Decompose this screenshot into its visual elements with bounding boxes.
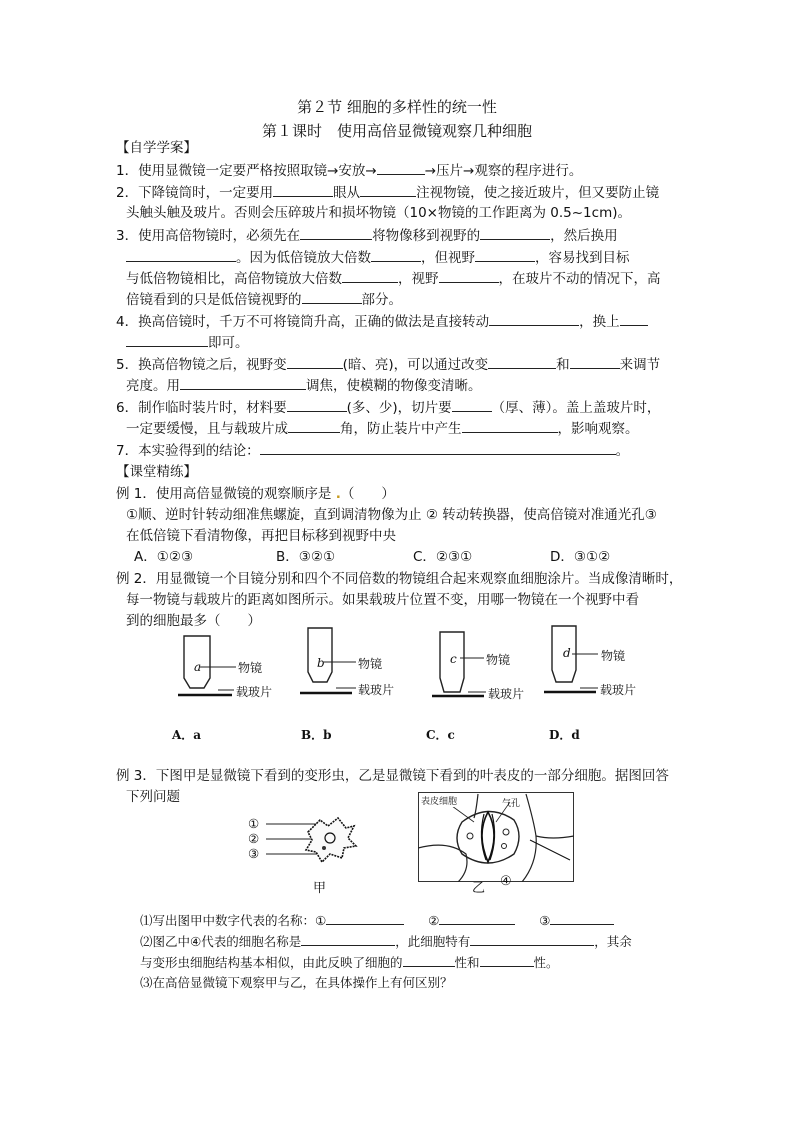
ex3-p1-blank-3[interactable] [550, 910, 614, 925]
ex2-option-d[interactable]: D．d [549, 728, 580, 742]
classroom-heading: 【课堂精练】 [116, 464, 197, 480]
q6-blank-2[interactable] [452, 397, 492, 412]
q1-text-a: 1．使用显微镜一定要严格按照取镜→安放→ [116, 163, 377, 179]
q1-text-b: →压片→观察的程序进行。 [424, 163, 583, 179]
q2-text-c: 注视物镜，使之接近玻片，但又要防止镜 [416, 185, 660, 201]
slide-a-label: 载玻片 [236, 685, 273, 699]
objective-lens-figures [170, 622, 640, 742]
ex3-p1-blank-1[interactable] [326, 910, 404, 925]
q4-line-2 [126, 332, 249, 353]
q4-text-b: ，换上 [579, 314, 620, 330]
q5-line-2 [126, 375, 482, 396]
q5-blank-1[interactable] [287, 354, 343, 369]
question-2 [116, 182, 659, 203]
ex1-dot: . [335, 486, 341, 502]
ex2-option-a[interactable]: A．a [172, 728, 202, 742]
q7-text-a: 7．本实验得到的结论： [116, 443, 260, 459]
objective-a-label: 物镜 [238, 661, 263, 675]
q3-line-4 [126, 289, 402, 310]
ex3-line-2: 下列问题 [126, 789, 180, 805]
ex3-p1-text-c: ③ [539, 913, 551, 928]
question-6 [116, 397, 660, 418]
ex3-part-2 [140, 931, 632, 952]
q5-blank-2[interactable] [488, 354, 556, 369]
ex3-p2-blank-1[interactable] [301, 931, 395, 946]
ex1-option-a[interactable]: A．①②③ [134, 549, 194, 565]
q4-blank-3[interactable] [126, 332, 208, 347]
ex3-p2-blank-2[interactable] [470, 931, 594, 946]
example-1 [116, 484, 395, 504]
ex2-line-2: 每一物镜与载玻片的距离如图所示。如果载玻片位置不变，用哪一物镜在一个视野中看 [126, 592, 639, 608]
slide-c-label: 载玻片 [488, 687, 525, 701]
q2-blank-2[interactable] [360, 182, 416, 197]
ex2-line-3: 到的细胞最多（ ） [126, 613, 261, 629]
q3-line-2 [126, 247, 630, 268]
ex1-option-b[interactable]: B．③②① [276, 549, 336, 565]
epidermal-cell-label: 表皮细胞 [421, 794, 457, 807]
question-7 [116, 440, 629, 461]
ex3-p2-text-c: ，其余 [594, 934, 632, 949]
leaf-mark-4: ④ [500, 874, 512, 889]
objective-a-letter: a [194, 660, 202, 674]
q6-text-e: 角，防止装片中产生 [340, 421, 462, 437]
q6-text-d: 一定要缓慢，且与载玻片成 [126, 421, 288, 437]
q3-blank-8[interactable] [302, 289, 362, 304]
ex1-option-d[interactable]: D．③①② [550, 549, 611, 565]
q3-text-a: 3．使用高倍物镜时，必须先在 [116, 228, 301, 244]
amoeba-figure [244, 812, 360, 872]
ex3-p2-text-f: 性。 [533, 955, 559, 970]
ex2-option-b[interactable]: B．b [301, 728, 332, 742]
q3-text-c: ，然后换用 [550, 228, 618, 244]
objective-c-label: 物镜 [486, 653, 511, 667]
q5-text-f: 调焦，使模糊的物像变清晰。 [306, 378, 482, 394]
ex3-part-2-line-2 [140, 952, 559, 973]
slide-b-label: 载玻片 [358, 683, 395, 697]
q3-blank-7[interactable] [439, 268, 499, 283]
q3-blank-3[interactable] [126, 247, 236, 262]
q6-blank-1[interactable] [287, 397, 347, 412]
q6-text-f: ，影响观察。 [557, 421, 639, 437]
objective-b-letter: b [317, 656, 325, 670]
ex3-p2-text-a: ⑵图乙中④代表的细胞名称是 [140, 934, 302, 949]
q6-text-a: 6．制作临时装片时，材料要 [116, 400, 287, 416]
ex3-p1-text-b: ② [428, 913, 440, 928]
q6-line-2 [126, 418, 639, 439]
q2-blank-1[interactable] [273, 182, 333, 197]
q5-text-c: 和 [556, 357, 570, 373]
self-study-heading: 【自学学案】 [116, 140, 197, 156]
lesson-title: 第１课时 使用高倍显微镜观察几种细胞 [261, 122, 532, 140]
q5-text-e: 亮度。用 [126, 378, 180, 394]
ex2-line-1: 例 2．用显微镜一个目镜分别和四个不同倍数的物镜组合起来观察血细胞涂片。当成像清晰时， [116, 571, 683, 587]
q4-blank-2[interactable] [620, 311, 648, 326]
q1-blank[interactable] [377, 160, 425, 175]
objective-b-figure [300, 628, 356, 693]
question-1 [116, 160, 582, 181]
ex1-steps-2: 在低倍镜下看清物像，再把目标移到视野中央 [126, 528, 396, 544]
ex2-option-c[interactable]: C．c [426, 728, 455, 742]
ex1-answer-paren: （ ） [340, 486, 395, 502]
question-3 [116, 225, 618, 246]
q3-text-b: 将物像移到视野的 [372, 228, 481, 244]
q6-blank-4[interactable] [462, 418, 558, 433]
q3-line-3 [126, 268, 661, 289]
question-5 [116, 354, 660, 375]
q3-text-f: ，容易找到目标 [535, 250, 630, 266]
q2-text-b: 眼从 [333, 185, 361, 201]
objective-d-letter: d [563, 646, 571, 660]
q6-text-c: （厚、薄）。盖上盖玻片时， [491, 400, 661, 416]
ex3-p2-blank-4[interactable] [480, 952, 534, 967]
objective-d-figure [544, 626, 598, 692]
ex3-p2-text-d: 与变形虫细胞结构基本相似，由此反映了细胞的 [140, 955, 403, 970]
q5-text-a: 5．换高倍物镜之后，视野变 [116, 357, 287, 373]
ex3-p2-blank-3[interactable] [403, 952, 455, 967]
q4-text-a: 4．换高倍镜时，千万不可将镜筒升高，正确的做法是直接转动 [116, 314, 490, 330]
q3-text-k: 部分。 [361, 292, 402, 308]
question-4 [116, 311, 648, 332]
q3-blank-4[interactable] [371, 247, 421, 262]
slide-d-label: 载玻片 [600, 683, 637, 697]
objective-a-figure [178, 636, 236, 695]
stomata-label: 气孔 [502, 799, 521, 809]
ex3-p2-text-e: 性和 [454, 955, 480, 970]
ex3-line-1: 例 3．下图甲是显微镜下看到的变形虫，乙是显微镜下看到的叶表皮的一部分细胞。据图回答 [116, 768, 669, 784]
q6-blank-3[interactable] [288, 418, 340, 433]
q5-blank-4[interactable] [180, 375, 306, 390]
q3-blank-6[interactable] [342, 268, 398, 283]
figure-b-caption: 乙 [472, 881, 486, 896]
q3-text-i: ，在玻片不动的情况下，高 [498, 271, 661, 287]
q2-text-a: 2．下降镜筒时，一定要用 [116, 185, 274, 201]
q2-line-2: 头触头触及玻片。否则会压碎玻片和损坏物镜（10×物镜的工作距离为 0.5~1cm)。 [126, 205, 631, 221]
q4-text-c: 即可。 [208, 335, 249, 351]
amoeba-mark-1: ① [248, 816, 260, 831]
q3-text-g: 与低倍物镜相比，高倍物镜放大倍数 [126, 271, 342, 287]
q3-text-d: 。因为低倍镜放大倍数 [236, 250, 371, 266]
ex3-part-3: ⑶在高倍显微镜下观察甲与乙，在具体操作上有何区别？ [140, 975, 453, 990]
section-title: 第２节 细胞的多样性的统一性 [297, 98, 497, 116]
q5-text-b: (暗、亮)，可以通过改变 [342, 357, 489, 373]
q7-blank[interactable] [260, 440, 616, 455]
q3-text-j: 倍镜看到的只是低倍镜视野的 [126, 292, 302, 308]
amoeba-mark-3: ③ [248, 846, 260, 861]
ex3-p1-text-a: ⑴写出图甲中数字代表的名称：① [140, 913, 327, 928]
ex3-p1-blank-2[interactable] [439, 910, 515, 925]
q3-blank-1[interactable] [300, 225, 372, 240]
ex3-part-1 [140, 910, 614, 931]
ex1-question: 例 1．使用高倍显微镜的观察顺序是 [116, 486, 332, 502]
q3-blank-5[interactable] [475, 247, 535, 262]
ex1-option-c[interactable]: C．②③① [413, 549, 473, 565]
q5-text-d: 来调节 [619, 357, 661, 373]
q3-text-e: ，但视野 [421, 250, 475, 266]
objective-c-figure [432, 632, 486, 696]
q3-text-h: ，视野 [398, 271, 439, 287]
ex3-p2-text-b: ，此细胞特有 [395, 934, 471, 949]
amoeba-mark-2: ② [248, 831, 260, 846]
q3-blank-2[interactable] [480, 225, 550, 240]
figure-a-caption: 甲 [313, 881, 327, 896]
objective-c-letter: c [450, 652, 457, 666]
q4-blank-1[interactable] [489, 311, 579, 326]
objective-b-label: 物镜 [358, 657, 383, 671]
objective-d-label: 物镜 [601, 649, 626, 663]
q7-text-b: 。 [615, 443, 630, 459]
q6-text-b: (多、少)，切片要 [346, 400, 452, 416]
q5-blank-3[interactable] [570, 354, 620, 369]
ex1-steps-1: ①顺、逆时针转动细准焦螺旋，直到调清物像为止 ② 转动转换器，使高倍镜对准通光孔③ [126, 507, 657, 523]
